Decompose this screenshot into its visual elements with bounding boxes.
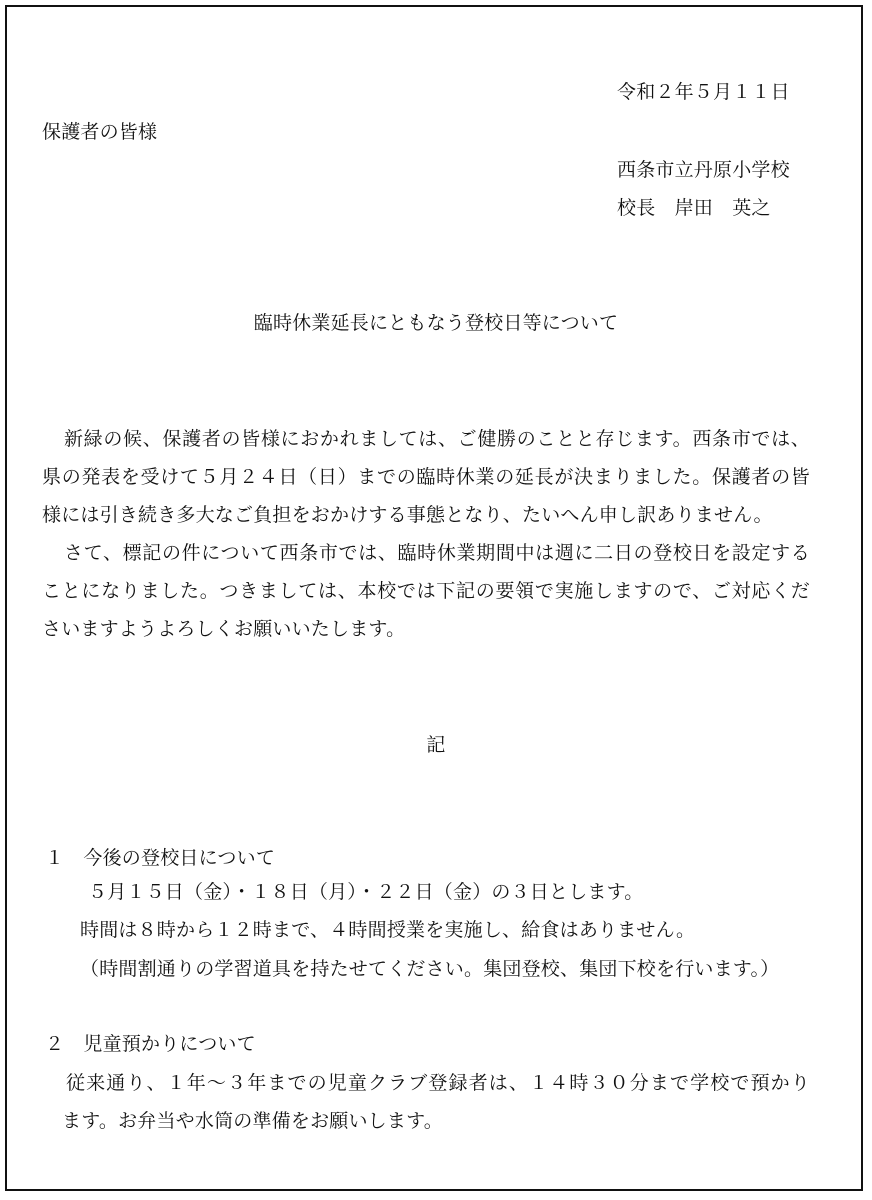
item-1-heading: １ 今後の登校日について — [45, 847, 276, 869]
ki-heading: 記 — [426, 734, 446, 756]
item-2-line-2: ます。お弁当や水筒の準備をお願いします。 — [62, 1110, 443, 1132]
item-1-line-1: ５月１５日（金）・１８日（月）・２２日（金）の３日とします。 — [88, 881, 644, 903]
principal-name: 校長 岸田 英之 — [617, 197, 771, 219]
paragraph-1-line-1: 新緑の候、保護者の皆様におかれましては、ご健勝のことと存じます。西条市では、 — [64, 428, 810, 450]
paragraph-1-line-3: 様には引き続き多大なご負担をおかけする事態となり、たいへん申し訳ありません。 — [42, 504, 773, 526]
document-date: 令和２年５月１１日 — [617, 81, 790, 103]
school-name: 西条市立丹原小学校 — [617, 159, 790, 181]
paragraph-2-line-1: さて、標記の件について西条市では、臨時休業期間中は週に二日の登校日を設定する — [64, 542, 810, 564]
paragraph-2-line-2: ことになりました。つきましては、本校では下記の要領で実施しますので、ご対応くだ — [42, 580, 810, 602]
document-title: 臨時休業延長にともなう登校日等について — [253, 312, 619, 334]
item-2-line-1: 従来通り、１年～３年までの児童クラブ登録者は、１４時３０分まで学校で預かり — [66, 1072, 810, 1094]
paragraph-1-line-2: 県の発表を受けて５月２４日（日）までの臨時休業の延長が決まりました。保護者の皆 — [42, 466, 810, 488]
item-1-line-3: （時間割通りの学習道具を持たせてください。集団登校、集団下校を行います。） — [80, 958, 780, 980]
item-1-line-2: 時間は８時から１２時まで、４時間授業を実施し、給食はありません。 — [80, 919, 696, 941]
paragraph-2-line-3: さいますようよろしくお願いいたします。 — [42, 618, 406, 640]
addressee: 保護者の皆様 — [42, 121, 158, 143]
item-2-heading: ２ 児童預かりについて — [45, 1033, 256, 1055]
